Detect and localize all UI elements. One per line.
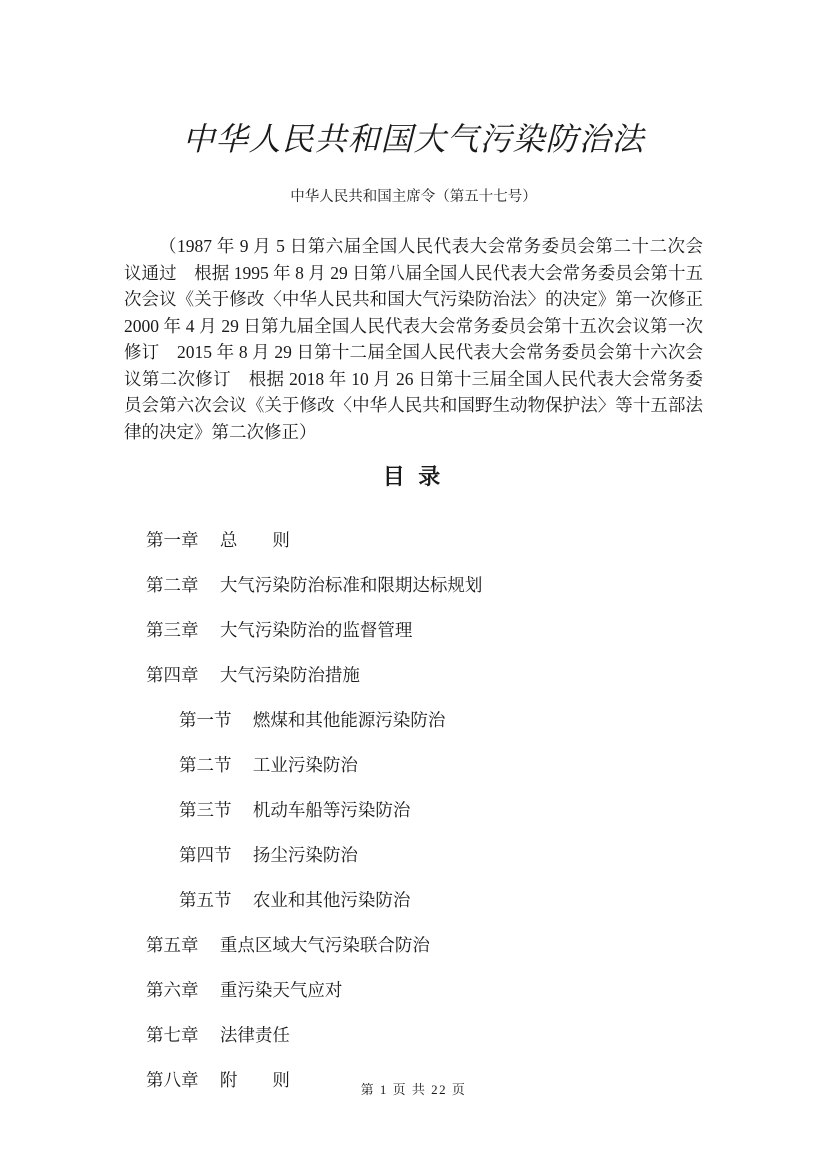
toc-item-label: 第五节 [179, 890, 232, 910]
toc-item-label: 第二节 [179, 755, 232, 775]
toc-item-title: 燃煤和其他能源污染防治 [252, 710, 446, 730]
toc-item-title: 大气污染防治措施 [219, 665, 360, 685]
toc-item-title: 总 则 [219, 530, 290, 550]
page-number: 第 1 页 共 22 页 [360, 1082, 467, 1097]
toc-item-title: 大气污染防治标准和限期达标规划 [219, 575, 483, 595]
toc-item-title: 机动车船等污染防治 [252, 800, 411, 820]
toc-item-chapter [124, 621, 703, 639]
toc-item-chapter [124, 981, 703, 999]
toc-item-title: 附 则 [219, 1070, 290, 1090]
legislative-history-paragraph: （1987 年 9 月 5 日第六届全国人民代表大会常务委员会第二十二次会议通过 根据 1995 年 8 月 29 日第八届全国人民代表大会常务委员会第十五次会议《关于修改〈中华人民共和国大气污染防治法〉的决定》第一次修正 2000 年 4 月 29 日第九届全国人民代表大会常务委员会第十五次会议第一次修订 2015 年 8 月 29 日第十二届全国人民代表大会常务委员会第十六次会议第二次修订 根据 2018 年 10 月 26 日第十三届全国人民代表大会常务委员会第六次会议《关于修改〈中华人民共和国野生动物保护法〉等十五部法律的决定》第二次修正） [124, 236, 721, 442]
toc-item-title: 重污染天气应对 [219, 980, 343, 1000]
toc-item-title: 扬尘污染防治 [252, 845, 358, 865]
toc-item-label: 第七章 [146, 1025, 199, 1045]
toc-item-title: 大气污染防治的监督管理 [219, 620, 413, 640]
toc-item-label: 第五章 [146, 935, 199, 955]
toc-item-title: 重点区域大气污染联合防治 [219, 935, 430, 955]
toc-item-chapter [124, 936, 703, 954]
toc-item-label: 第三节 [179, 800, 232, 820]
toc-item-label: 第三章 [146, 620, 199, 640]
toc-item-label: 第八章 [146, 1070, 199, 1090]
toc-item-chapter [124, 576, 703, 594]
presidential-order-line: 中华人民共和国主席令（第五十七号） [290, 189, 537, 205]
toc-item-title: 工业污染防治 [252, 755, 358, 775]
toc-heading: 目 录 [382, 464, 445, 489]
toc-item-title: 法律责任 [219, 1025, 290, 1045]
document-title: 中华人民共和国大气污染防治法 [182, 121, 645, 157]
toc-item-section [124, 891, 703, 909]
toc-item-title: 农业和其他污染防治 [252, 890, 411, 910]
toc-item-label: 第四章 [146, 665, 199, 685]
toc-item-section [124, 846, 703, 864]
toc-item-label: 第一章 [146, 530, 199, 550]
toc-item-chapter [124, 531, 703, 549]
toc-item-label: 第二章 [146, 575, 199, 595]
toc-item-section [124, 711, 703, 729]
toc-item-chapter [124, 666, 703, 684]
toc-item-chapter [124, 1026, 703, 1044]
toc-list [124, 531, 703, 1089]
toc-item-section [124, 756, 703, 774]
toc-item-label: 第四节 [179, 845, 232, 865]
toc-item-label: 第六章 [146, 980, 199, 1000]
toc-item-label: 第一节 [179, 710, 232, 730]
toc-item-section [124, 801, 703, 819]
